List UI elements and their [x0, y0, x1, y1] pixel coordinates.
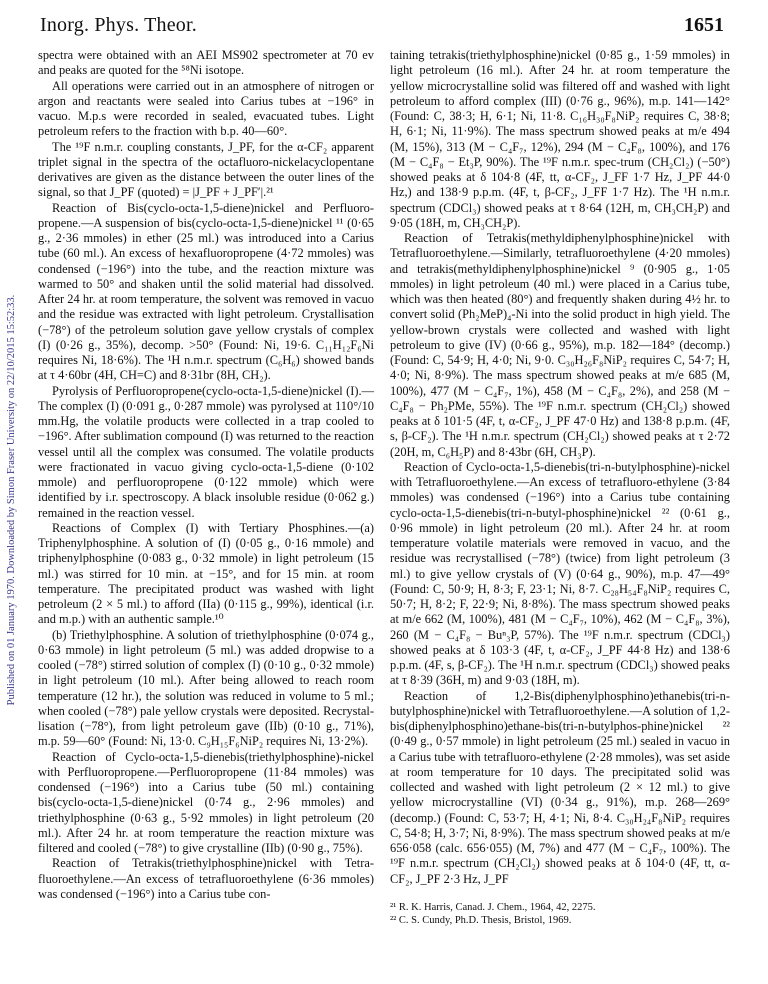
left-column	[38, 48, 374, 902]
paragraph: spectra were obtained with an AEI MS902 spectrometer at 70 ev and peaks are quoted for the ⁵⁸Ni isotope.	[38, 48, 374, 78]
reference: ²¹ R. K. Harris, Canad. J. Chem., 1964, 42, 2275.	[390, 901, 596, 913]
paragraph: taining tetrakis(triethylphosphine)nickel (0·85 g., 1·59 mmoles) in light petroleum (16 ml.). After 24 hr. at room temperature the yellow microcrystalline solid was filtered off and washed with light petroleum to afford complex (III) (0·76 g., 96%), m.p. 141—142° (Found: C, 38·3; H, 6·1; Ni, 11·8. C₁₆H₃₀F₈NiP₂ requires C, 38·8; H, 6·1; Ni, 11·9%). The mass spectrum showed peaks at m/e 494 (M, 15%), 313 (M − C₄F₇, 12%), 294 (M − C₄F₈, 100%), and 176 (M − C₄F₈ − Et₃P, 90%). The ¹⁹F n.m.r. spec-trum (CH₂Cl₂) (−50°) showed peaks at δ 104·8 (4F, tt, α-CF₂, J_FF 1·7 Hz, J_PF 44·0 Hz,) and 138·9 p.p.m. (4F, t, β-CF₂, J_FF 1·7 Hz). The ¹H n.m.r. spectrum (CDCl₃) showed peaks at τ 8·64 (12H, m, CH₃CH₂P) and 9·05 (18H, m, CH₃CH₂P).	[390, 48, 730, 230]
paragraph: Reaction of 1,2-Bis(diphenylphosphino)ethanebis(tri-n-butylphosphine)nickel with Tetrafluoroethylene.—A solution of 1,2-bis(diphenylphosphino)ethane-bis(tri-n-butylphos-phine)nickel ²² (0·49 g., 0·57 mmole) in light petroleum (25 ml.) sealed in vacuo in a Carius tube with tetrafluoro-ethylene (2·28 mmoles), was set aside at room temperature for 10 days. The precipitated solid was collected and washed with light petroleum (2 × 12 ml.) to give yellow microcrystalline (VI) (0·34 g., 91%), m.p. 268—269° (decomp.) (Found: C, 53·7; H, 4·1; Ni, 8·4. C₃₀H₂₄F₈NiP₂ requires C, 54·8; H, 3·7; Ni, 8·9%). The mass spectrum showed peaks at m/e 656·058 (calc. 656·055) (M, 7%) and 477 (M − C₄F₇, 100%). The ¹⁹F n.m.r. spectrum (CH₂Cl₂) showed peaks at δ 104·0 (4F, tt, α-CF₂, J_PF 2·3 Hz, J_PF	[390, 688, 730, 886]
paragraph: (b) Triethylphosphine. A solution of triethylphosphine (0·074 g., 0·63 mmole) in light petroleum (5 ml.) was added dropwise to a cooled (−78°) stirred solution of complex (I) (0·10 g., 0·32 mmole) in light petroleum (10 ml.). After being allowed to reach room temperature (12 hr.), the solution was reduced in volume to 5 ml.; when cooled (−78°) pale yellow crystals were deposited. Recrystal-lisation (−78°), from light petroleum gave (IIb) (0·10 g., 71%), m.p. 59—60° (Found: Ni, 13·0. C₉H₁₅F₆NiP₂ requires Ni, 13·2%).	[38, 627, 374, 749]
paragraph: Reaction of Tetrakis(methyldiphenylphosphine)nickel with Tetrafluoroethylene.—Similarly, tetrafluoroethylene (4·20 mmoles) and tetrakis(methyldiphenylphosphine)nickel ⁹ (0·905 g., 1·05 mmoles) in light petroleum (40 ml.) were placed in a Carius tube, which was then heated (80°) and frequently shaken during 4½ hr. to convert solid (Ph₂MeP)₄-Ni into the solid product in high yield. The yellow-brown crystals were collected and washed with light petroleum to give (IV) (0·66 g., 95%), m.p. 182—184° (decomp.) (Found: C, 54·9; H, 4·0; Ni, 9·0. C₃₀H₂₆F₈NiP₂ requires C, 54·7; H, 4·0; Ni, 8·9%). The mass spectrum showed peaks at m/e 685 (M, 100%), 477 (M − C₄F₇, 1%), 458 (M − C₄F₈, 2%), and 258 (M − C₄F₈ − Ph₂PMe, 55%). The ¹⁹F n.m.r. spectrum (CH₂Cl₂) showed peaks at δ 101·5 (4F, t, α-CF₂, J_PF 47·0 Hz) and 138·8 p.p.m. (4F, s, β-CF₂). The ¹H n.m.r. spectrum (CH₂Cl₂) showed peaks at τ 2·72 (20H, m, C₆H₅P) and 8·43br (6H, CH₃P).	[390, 231, 730, 459]
paragraph: Reactions of Complex (I) with Tertiary Phosphines.—(a) Triphenylphosphine. A solution of (I) (0·05 g., 0·16 mmole) and triphenylphosphine (0·083 g., 0·32 mmole) in light petroleum (15 ml.) was stirred for 10 min. at −15°, and for 15 min. at room temperature. The precipitated product was washed with light petroleum (2 × 5 ml.) to afford (IIa) (0·115 g., 99%), identical (i.r. and m.p.) with an authentic sample.¹⁰	[38, 520, 374, 627]
running-header	[40, 14, 724, 40]
paragraph: Reaction of Cyclo-octa-1,5-dienebis(triethylphosphine)-nickel with Perfluoropropene.—Perfluoropropene (11·84 mmoles) was condensed (−196°) into a Carius tube (50 ml.) containing bis(cyclo-octa-1,5-diene)nickel (0·74 g., 2·96 mmoles) and triethylphosphine (0·63 g., 5·92 mmoles) in light petroleum (20 ml.). After 24 hr. at room temperature the reaction mixture was filtered and cooled (−78°) to give crystalline (IIb) (0·90 g., 75%).	[38, 749, 374, 855]
right-column	[390, 48, 730, 927]
paragraph: All operations were carried out in an atmosphere of nitrogen or argon and reactants were sealed into Carius tubes at −196° in vacuo. M.p.s were recorded in sealed, evacuated tubes. Light petroleum refers to the fraction with b.p. 40—60°.	[38, 78, 374, 139]
reference: ²² C. S. Cundy, Ph.D. Thesis, Bristol, 1969.	[390, 914, 572, 926]
journal-title: Inorg. Phys. Theor.	[40, 14, 197, 36]
paragraph: Reaction of Tetrakis(triethylphosphine)nickel with Tetra-fluoroethylene.—An excess of tetrafluoroethylene (6·36 mmoles) was condensed (−196°) into a Carius tube con-	[38, 856, 374, 901]
paragraph: Reaction of Bis(cyclo-octa-1,5-diene)nickel and Perfluoro-propene.—A suspension of bis(cyclo-octa-1,5-diene)nickel ¹¹ (0·65 g., 2·36 mmoles) in ether (25 ml.) was introduced into a Carius tube (60 ml.). An excess of hexafluoropropene (4·72 mmoles) was condensed (−196°) into the tube, and the reaction mixture was warmed to 50° and shaken until the solid material had dissolved. After 24 hr. at room temperature, the solvent was removed in vacuo and the residue was extracted with light petroleum. Crystallisation (−78°) of the petroleum solution gave yellow crystals of complex (I) (0·26 g., 35%), decomp. >50° (Found: Ni, 19·6. C₁₁H₁₂F₆Ni requires Ni, 18·6%). The ¹H n.m.r. spectrum (C₆H₆) showed bands at τ 4·60br (4H, CH=C) and 8·31br (8H, CH₂).	[38, 200, 374, 383]
page-number: 1651	[684, 14, 724, 36]
download-note-text[interactable]: Published on 01 January 1970. Downloaded by Simon Fraser University on 22/10/2015 15:52:33.	[6, 294, 17, 706]
paragraph: Pyrolysis of Perfluoropropene(cyclo-octa-1,5-diene)nickel (I).—The complex (I) (0·091 g., 0·287 mmole) was pyrolysed at 110°/10 mm.Hg, the volatile products were collected in a trap cooled to −196°. After sublimation compound (I) was returned to the reaction vessel until all the complex was consumed. The volatile products were fractionated in vacuo giving cyclo-octa-1,5-diene (0·102 mmole) and perfluoropropene (0·122 mmole) which were identified by i.r. spectroscopy. A black insoluble residue (0·062 g.) remained in the reaction vessel.	[38, 383, 374, 520]
paragraph: Reaction of Cyclo-octa-1,5-dienebis(tri-n-butylphosphine)-nickel with Tetrafluoroethylene.—An excess of tetrafluoro-ethylene (3·84 mmoles) was condensed (−196°) into a Carius tube containing cyclo-octa-1,5-dienebis(tri-n-butyl-phosphine)nickel ²² (0·61 g., 0·96 mmole) in light petroleum (20 ml.). After 24 hr. at room temperature volatile materials were removed in vacuo, and the residue was recrystallised (−78°) (twice) from light petroleum (3 ml.) to give yellow crystals of (V) (0·64 g., 90%), m.p. 47—49° (Found: C, 50·9; H, 8·3; F, 23·1; Ni, 8·7. C₂₈H₅₄F₈NiP₂ requires C, 50·7; H, 8·2; F, 22·9; Ni, 8·8%). The mass spectrum showed peaks at m/e 662 (M, 100%), 481 (M − C₄F₇, 10%), 462 (M − C₄F₈, 3%), 260 (M − C₄F₈ − Buⁿ₃P, 57%). The ¹⁹F n.m.r. spectrum (CDCl₃) showed peaks at δ 103·3 (4F, t, α-CF₂, J_PF 44·8 Hz) and 138·6 p.p.m. (4F, s, β-CF₂). The ¹H n.m.r. spectrum (CDCl₃) showed peaks at τ 8·39 (36H, m) and 9·03 (18H, m).	[390, 459, 730, 688]
references	[390, 901, 730, 927]
paragraph: The ¹⁹F n.m.r. coupling constants, J_PF, for the α-CF₂ apparent triplet signal in the spectra of the octafluoro-nickelacyclopentane derivatives are given as the distance between the outer lines of the signal, so that J_PF (quoted) = |J_PF + J_PF′|.²¹	[38, 139, 374, 200]
